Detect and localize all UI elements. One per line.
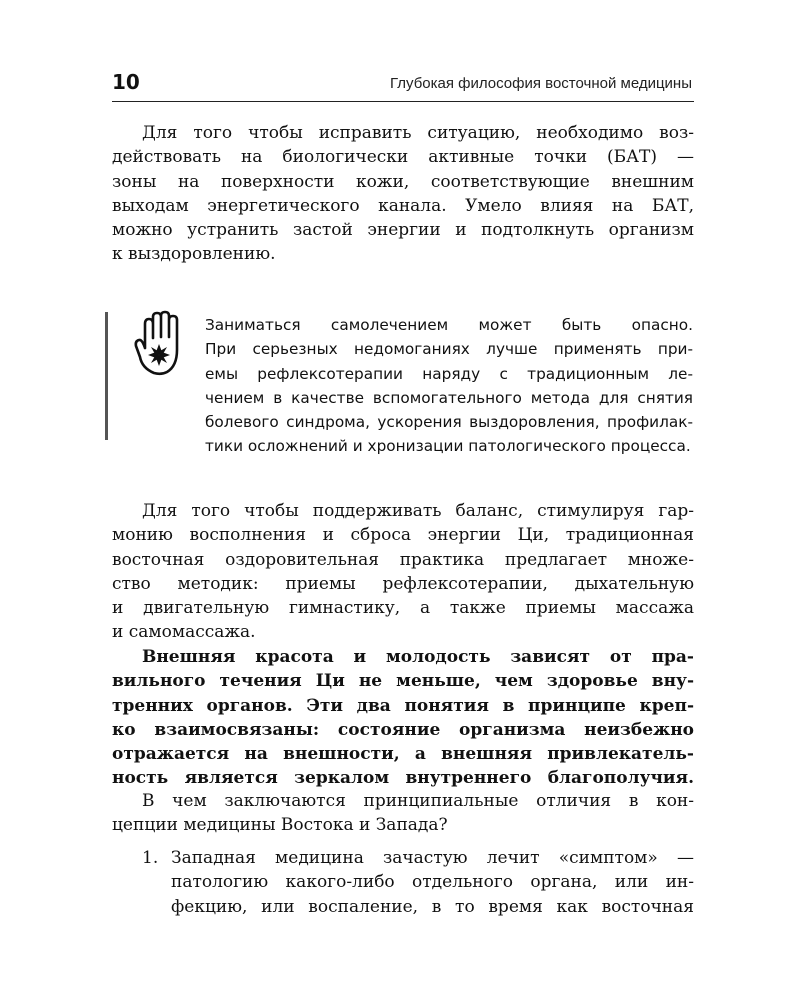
- text-line: тренних органов. Эти два понятия в принципе креп-: [112, 695, 694, 716]
- page-number: 10: [112, 70, 140, 94]
- text-line: Для того чтобы поддерживать баланс, стимулируя гар-: [142, 501, 694, 521]
- text-line: зоны на поверхности кожи, соответствующие внешним: [112, 171, 694, 192]
- text-line: ность является зеркалом внутреннего благополучия.: [112, 768, 694, 789]
- text-line: и двигательную гимнастику, а также приемы массажа: [112, 598, 694, 619]
- note-line: Заниматься самолечением может быть опасно.: [205, 316, 693, 334]
- text-line: восточная оздоровительная практика предлагает множе-: [112, 549, 694, 570]
- note-line: емы рефлексотерапии наряду с традиционным ле-: [205, 364, 693, 383]
- note-line: При серьезных недомоганиях лучше применять при-: [205, 340, 693, 359]
- text-line: В чем заключаются принципиальные отличия в кон-: [142, 791, 694, 811]
- note-line: чением в качестве вспомогательного метода для снятия: [205, 388, 693, 407]
- list-line: патологию какого-либо отдельного органа, или ин-: [171, 872, 694, 893]
- text-line: Внешняя красота и молодость зависят от пра-: [142, 647, 694, 667]
- running-title: Глубокая философия восточной медицины: [390, 75, 692, 92]
- paragraph-2: [112, 499, 694, 645]
- text-line: Для того чтобы исправить ситуацию, необходимо воз-: [142, 123, 694, 143]
- text-line: и самомассажа.: [112, 622, 256, 643]
- paragraph-3: [112, 789, 694, 838]
- warning-note: [205, 313, 693, 459]
- text-line: можно устранить застой энергии и подтолкнуть организм: [112, 220, 694, 241]
- hand-icon: [132, 310, 190, 378]
- note-line: болевого синдрома, ускорения выздоровления, профилак-: [205, 413, 693, 432]
- header-rule: [112, 101, 694, 102]
- list-line: фекцию, или воспаление, в то время как восточная: [171, 896, 694, 917]
- text-line: ство методик: приемы рефлексотерапии, дыхательную: [112, 573, 694, 594]
- list-line: [112, 846, 694, 870]
- note-line: тики осложнений и хронизации патологического процесса.: [205, 437, 691, 456]
- text-line: отражается на внешности, а внешняя привлекатель-: [112, 744, 694, 765]
- list-number: 1.: [142, 848, 159, 868]
- text-line: к выздоровлению.: [112, 244, 276, 265]
- text-line: ко взаимосвязаны: состояние организма неизбежно: [112, 719, 694, 740]
- paragraph-1: [112, 121, 694, 267]
- list-item: [112, 846, 694, 919]
- bold-paragraph: [112, 645, 694, 791]
- text-line: выходам энергетического канала. Умело влияя на БАТ,: [112, 195, 694, 216]
- note-side-bar: [105, 312, 108, 440]
- text-line: цепции медицины Востока и Запада?: [112, 815, 448, 836]
- text-line: действовать на биологически активные точки (БАТ) —: [112, 147, 694, 168]
- text-line: монию восполнения и сброса энергии Ци, традиционная: [112, 525, 694, 546]
- text-line: вильного течения Ци не меньше, чем здоровье вну-: [112, 671, 694, 692]
- list-text: Западная медицина зачастую лечит «симптом» —: [171, 848, 694, 868]
